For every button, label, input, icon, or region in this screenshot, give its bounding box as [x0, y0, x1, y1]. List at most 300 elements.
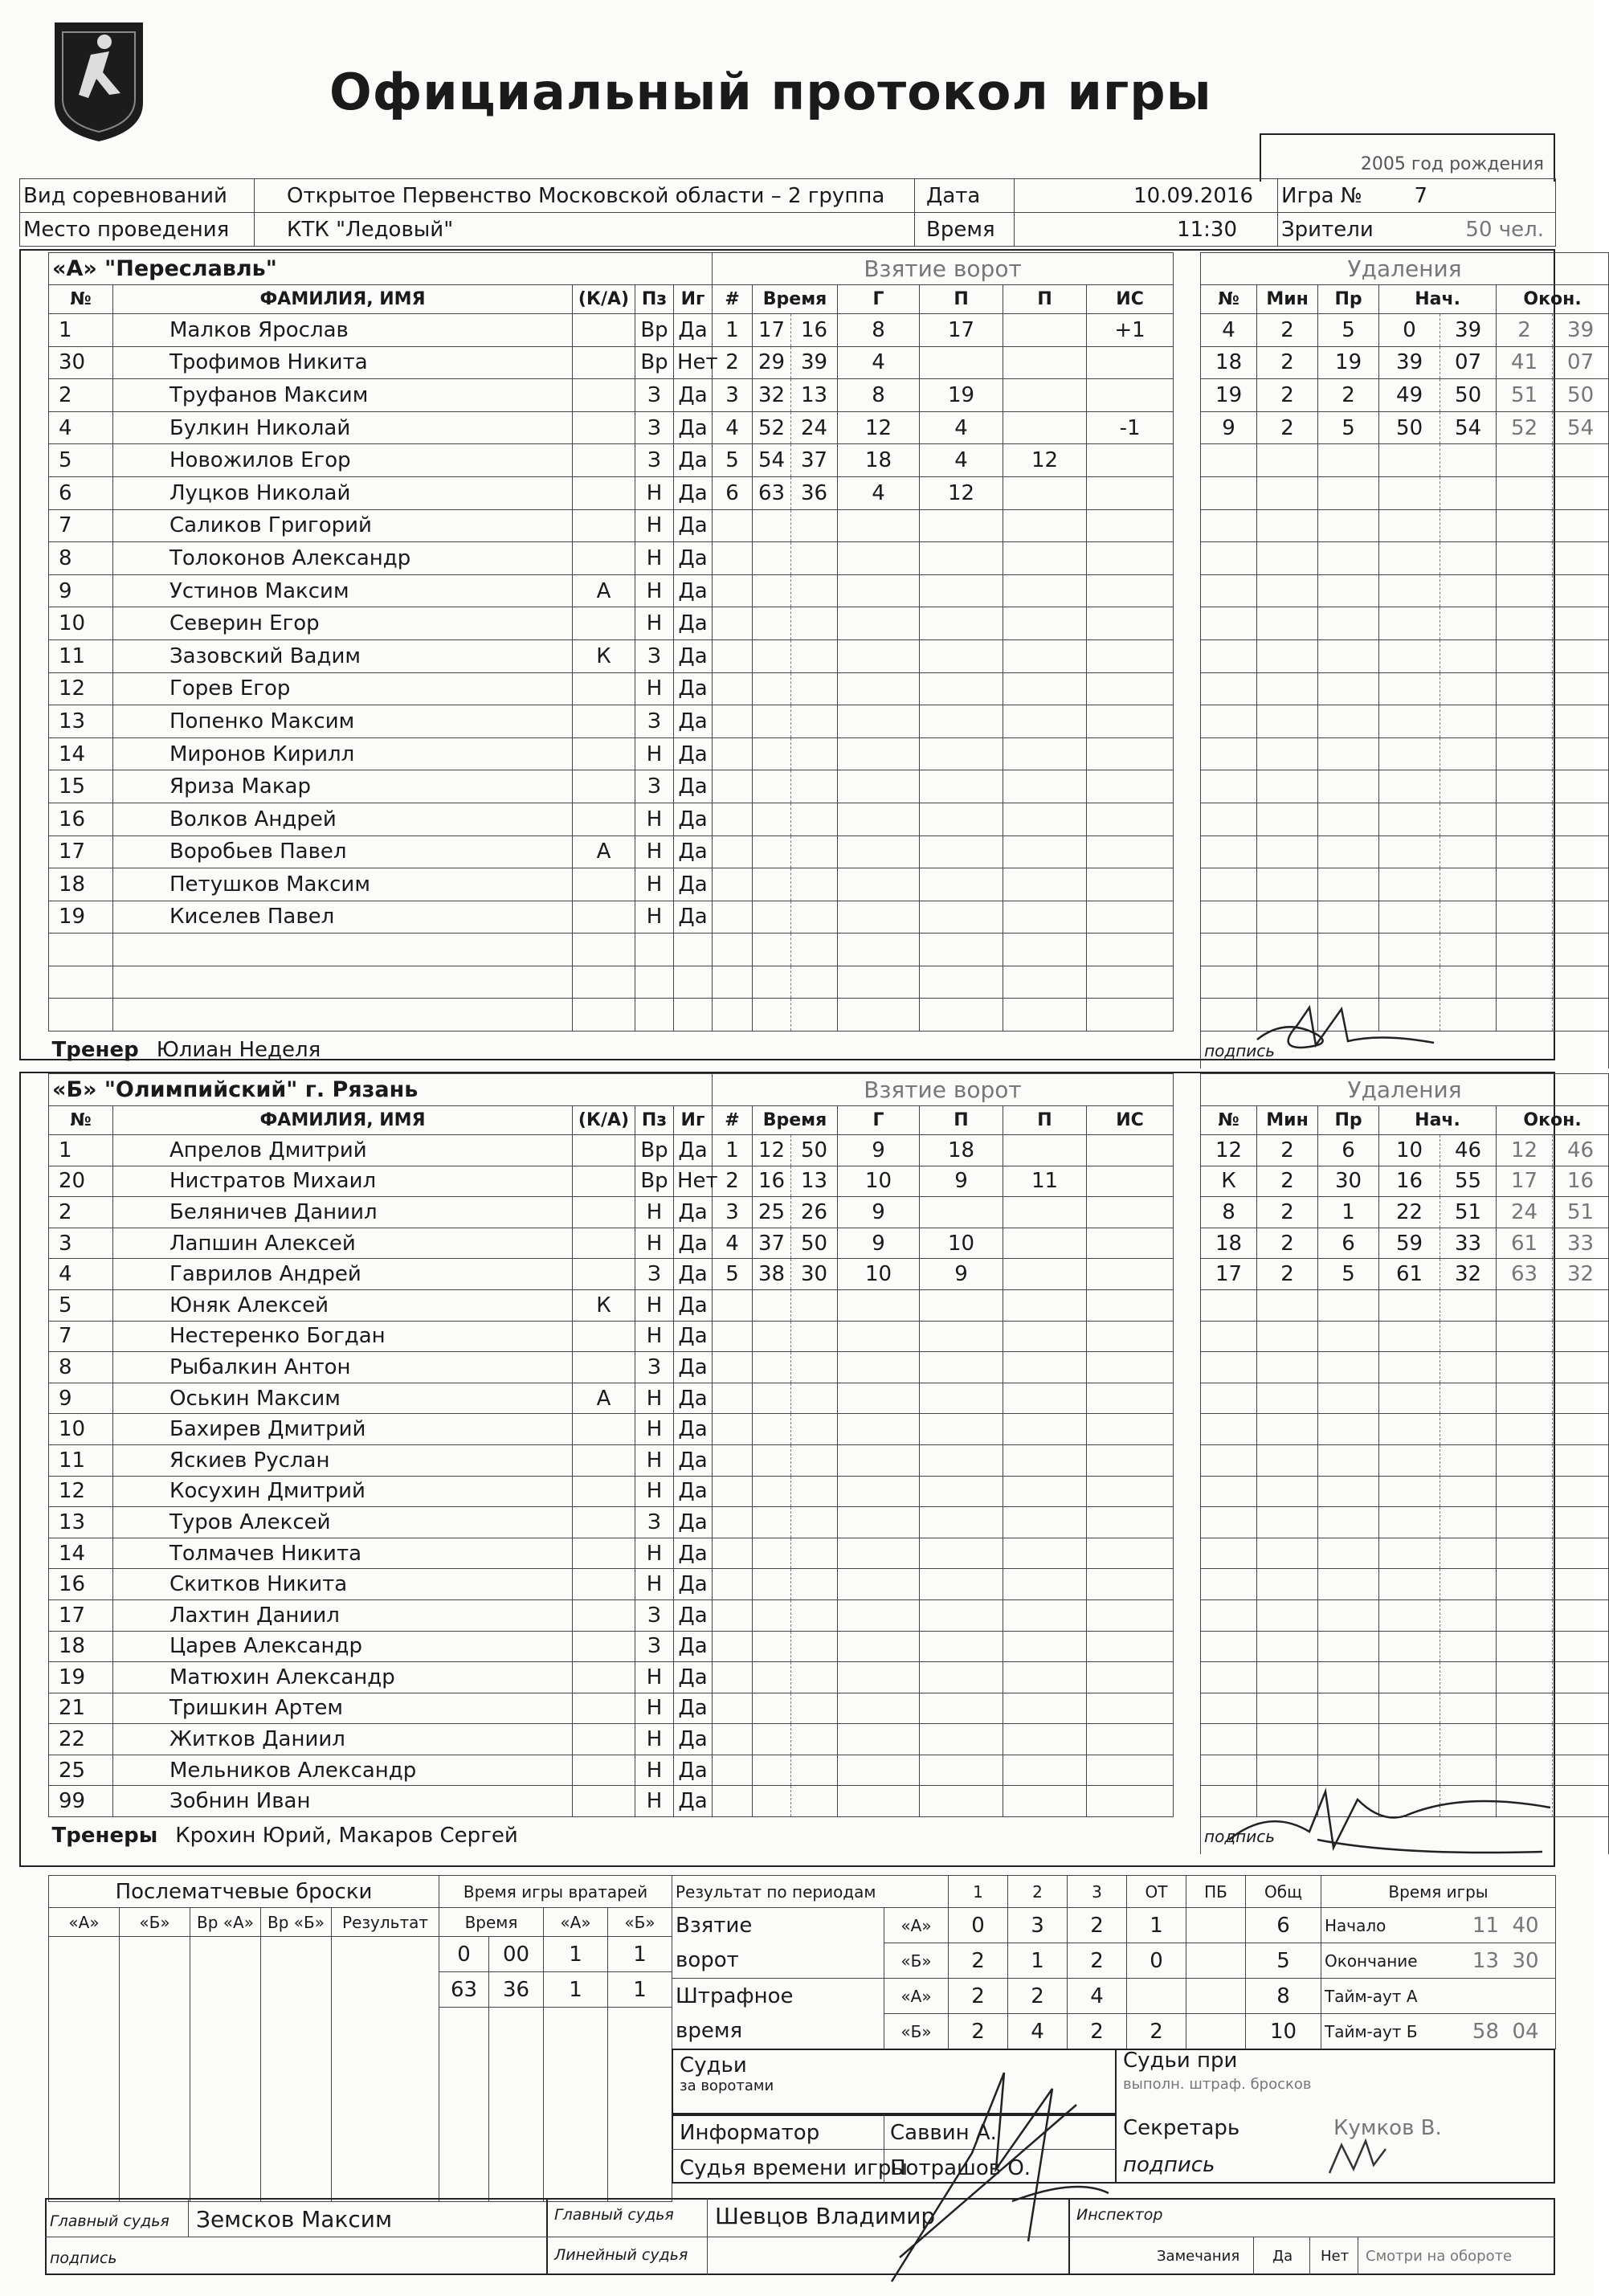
- goal-strength: [1087, 607, 1174, 640]
- penalty-start-sec: 55: [1440, 1166, 1497, 1197]
- col-goal-time: Время: [753, 1106, 838, 1135]
- penalty-reason: [1318, 1538, 1379, 1569]
- player-role: [573, 1755, 635, 1786]
- goal-number: 1: [713, 314, 753, 347]
- penalty-minutes: 2: [1257, 346, 1318, 379]
- player-position: Н: [635, 1538, 674, 1569]
- game-start-label: Начало: [1321, 1908, 1456, 1943]
- date-label: Дата: [915, 179, 1015, 213]
- goal-assist-2: [1003, 1197, 1087, 1228]
- goal-second: [791, 1693, 838, 1724]
- player-name: Толоконов Александр: [113, 542, 573, 575]
- shootout-col-b: «Б»: [120, 1908, 190, 1937]
- coach-label: Тренер: [51, 1037, 139, 1062]
- goal-scorer: [838, 1414, 920, 1445]
- penalty-reason: [1318, 1724, 1379, 1755]
- goal-assist-1: [920, 574, 1003, 607]
- penalty-reason: 1: [1318, 1197, 1379, 1228]
- player-role: А: [573, 1383, 635, 1414]
- penalty-reason: [1318, 770, 1379, 803]
- goals-title: Взятие ворот: [713, 1074, 1174, 1106]
- goal-number: [713, 542, 753, 575]
- player-role: [573, 868, 635, 901]
- goal-assist-1: [920, 803, 1003, 835]
- player-role: [573, 346, 635, 379]
- goal-assist-1: [920, 705, 1003, 738]
- goal-minute: [753, 901, 791, 934]
- player-number: 17: [49, 1599, 113, 1631]
- player-name: Тришкин Артем: [113, 1693, 573, 1724]
- goal-assist-1: [920, 1289, 1003, 1321]
- col-pen-min: Мин: [1257, 1106, 1318, 1135]
- goal-assist-2: [1003, 868, 1087, 901]
- player-number: 8: [49, 542, 113, 575]
- penalty-reason: [1318, 868, 1379, 901]
- player-played: Да: [674, 1538, 713, 1569]
- period-score-total: 5: [1246, 1943, 1321, 1979]
- penalty-end-min: [1497, 737, 1553, 770]
- player-role: [573, 1693, 635, 1724]
- player-name: Попенко Максим: [113, 705, 573, 738]
- penalty-start-sec: [1440, 607, 1497, 640]
- penalty-start-sec: [1440, 1321, 1497, 1352]
- goal-strength: [1087, 1662, 1174, 1693]
- player-played: Да: [674, 476, 713, 509]
- goal-scorer: 18: [838, 444, 920, 477]
- player-number: 18: [49, 868, 113, 901]
- shootout-col-goalie-a: Вр «А»: [190, 1908, 261, 1937]
- goal-assist-2: [1003, 1755, 1087, 1786]
- period-score: [1186, 1943, 1246, 1979]
- penalty-start-sec: [1440, 542, 1497, 575]
- main-ref-label-1: Главный судья: [50, 2212, 169, 2230]
- competition-label: Вид соревнований: [20, 179, 255, 213]
- table-row: [49, 934, 1609, 966]
- player-played: Да: [674, 1693, 713, 1724]
- player-number: 15: [49, 770, 113, 803]
- table-row: [49, 1693, 1609, 1724]
- goal-strength: [1087, 1476, 1174, 1507]
- col-pos: Пз: [635, 1106, 674, 1135]
- player-position: Н: [635, 1444, 674, 1476]
- goal-number: [713, 1724, 753, 1755]
- penalty-minutes: [1257, 1507, 1318, 1538]
- goal-second: [791, 1631, 838, 1662]
- goal-assist-1: [920, 346, 1003, 379]
- col-goal-time: Время: [753, 285, 838, 314]
- player-name: Лахтин Даниил: [113, 1599, 573, 1631]
- penalty-end-min: [1497, 901, 1553, 934]
- penalty-minutes: [1257, 1569, 1318, 1600]
- table-row: [49, 639, 1609, 672]
- period-col-shootout: ПБ: [1186, 1876, 1246, 1908]
- player-position: Н: [635, 1569, 674, 1600]
- player-position: Н: [635, 1724, 674, 1755]
- player-name: Апрелов Дмитрий: [113, 1135, 573, 1166]
- penalty-reason: [1318, 966, 1379, 999]
- goal-scorer: [838, 574, 920, 607]
- player-name: Булкин Николай: [113, 411, 573, 444]
- player-position: Н: [635, 737, 674, 770]
- player-name: [113, 934, 573, 966]
- main-ref-name-2: Шевцов Владимир: [715, 2203, 936, 2229]
- goal-scorer: [838, 1724, 920, 1755]
- player-played: Да: [674, 1755, 713, 1786]
- penalty-reason: [1318, 1507, 1379, 1538]
- penalty-minutes: [1257, 737, 1318, 770]
- table-row: [49, 1228, 1609, 1259]
- penalty-start-min: [1379, 1724, 1440, 1755]
- penalty-minutes: 2: [1257, 411, 1318, 444]
- periods-table: [672, 1875, 1321, 2049]
- player-role: [573, 1476, 635, 1507]
- goal-number: [713, 1662, 753, 1693]
- goal-assist-1: [920, 1693, 1003, 1724]
- goal-scorer: [838, 1786, 920, 1817]
- penalty-end-min: 41: [1497, 346, 1553, 379]
- penalty-minutes: 2: [1257, 1228, 1318, 1259]
- goal-number: [713, 835, 753, 868]
- goal-second: 36: [791, 476, 838, 509]
- main-ref-label-2: Главный судья: [554, 2206, 674, 2224]
- penalty-end-min: [1497, 770, 1553, 803]
- penalty-end-min: [1497, 672, 1553, 705]
- goalie-time-b: 1: [608, 1937, 672, 1972]
- penalty-minutes: [1257, 1444, 1318, 1476]
- main-ref-sign-label: подпись: [50, 2249, 117, 2267]
- shootout-judges-label-2: выполн. штраф. бросков: [1123, 2076, 1312, 2093]
- period-pim: 2: [1068, 2014, 1127, 2049]
- goal-number: [713, 509, 753, 542]
- goal-scorer: [838, 737, 920, 770]
- penalty-minutes: [1257, 1289, 1318, 1321]
- penalty-start-sec: [1440, 1538, 1497, 1569]
- penalty-start-sec: 33: [1440, 1228, 1497, 1259]
- player-name: Рыбалкин Антон: [113, 1352, 573, 1383]
- player-position: З: [635, 444, 674, 477]
- player-name: Яскиев Руслан: [113, 1444, 573, 1476]
- goal-assist-2: [1003, 1476, 1087, 1507]
- player-name: Зобнин Иван: [113, 1786, 573, 1817]
- penalty-end-min: [1497, 639, 1553, 672]
- goal-minute: 29: [753, 346, 791, 379]
- goal-minute: [753, 1538, 791, 1569]
- player-played: Да: [674, 444, 713, 477]
- goal-strength: [1087, 999, 1174, 1032]
- penalty-reason: 6: [1318, 1135, 1379, 1166]
- player-name: Воробьев Павел: [113, 835, 573, 868]
- player-name: Скитков Никита: [113, 1569, 573, 1600]
- goal-minute: [753, 966, 791, 999]
- player-name: Юняк Алексей: [113, 1289, 573, 1321]
- table-row: [49, 476, 1609, 509]
- penalty-player: [1201, 1693, 1257, 1724]
- player-played: Да: [674, 1631, 713, 1662]
- goal-strength: [1087, 1197, 1174, 1228]
- col-pen-pr: Пр: [1318, 1106, 1379, 1135]
- penalty-minutes: [1257, 705, 1318, 738]
- penalty-start-sec: [1440, 999, 1497, 1032]
- penalty-start-min: [1379, 1662, 1440, 1693]
- remarks-see-back: Смотри на обороте: [1366, 2248, 1513, 2265]
- goal-scorer: [838, 1755, 920, 1786]
- col-goal-g: Г: [838, 285, 920, 314]
- player-position: З: [635, 1599, 674, 1631]
- table-row: [49, 1507, 1609, 1538]
- player-name: Матюхин Александр: [113, 1662, 573, 1693]
- goal-assist-1: [920, 1321, 1003, 1352]
- penalty-minutes: [1257, 607, 1318, 640]
- goal-minute: 38: [753, 1259, 791, 1290]
- table-row: [49, 1197, 1609, 1228]
- period-col-3: 3: [1068, 1876, 1127, 1908]
- referee-signature: [868, 2057, 1173, 2290]
- goal-assist-1: [920, 1444, 1003, 1476]
- player-number: [49, 999, 113, 1032]
- penalty-player: 18: [1201, 1228, 1257, 1259]
- penalty-start-min: 16: [1379, 1166, 1440, 1197]
- goal-assist-1: [920, 1755, 1003, 1786]
- player-number: 13: [49, 705, 113, 738]
- coach-label: Тренеры: [51, 1823, 158, 1848]
- player-played: Да: [674, 411, 713, 444]
- player-position: Н: [635, 1662, 674, 1693]
- goal-assist-2: [1003, 1599, 1087, 1631]
- goal-scorer: 8: [838, 379, 920, 412]
- goal-second: 50: [791, 1135, 838, 1166]
- player-number: 8: [49, 1352, 113, 1383]
- penalty-end-min: [1497, 1569, 1553, 1600]
- coach-b-signature: [1221, 1775, 1558, 1864]
- player-name: Гаврилов Андрей: [113, 1259, 573, 1290]
- penalty-player: [1201, 1352, 1257, 1383]
- player-played: Да: [674, 1786, 713, 1817]
- col-goal-p2: П: [1003, 285, 1087, 314]
- penalty-reason: [1318, 542, 1379, 575]
- player-number: 4: [49, 1259, 113, 1290]
- player-name: Горев Егор: [113, 672, 573, 705]
- shootout-col-goalie-b: Вр «Б»: [261, 1908, 332, 1937]
- penalty-end-sec: [1553, 607, 1609, 640]
- table-row: [49, 1383, 1609, 1414]
- goal-assist-1: [920, 1507, 1003, 1538]
- player-position: Н: [635, 868, 674, 901]
- penalty-end-sec: [1553, 835, 1609, 868]
- col-pen-no: №: [1201, 285, 1257, 314]
- penalty-player: [1201, 639, 1257, 672]
- goal-scorer: [838, 705, 920, 738]
- player-position: Вр: [635, 1166, 674, 1197]
- penalty-end-min: [1497, 803, 1553, 835]
- table-row: [49, 1289, 1609, 1321]
- penalty-reason: [1318, 1383, 1379, 1414]
- player-played: Да: [674, 1228, 713, 1259]
- goal-strength: [1087, 770, 1174, 803]
- penalty-minutes: [1257, 1538, 1318, 1569]
- goals-label: Взятие: [672, 1908, 884, 1943]
- penalty-end-sec: [1553, 509, 1609, 542]
- goalie-time-col-a: «А»: [544, 1908, 608, 1937]
- goalie-time-min: 63: [439, 1972, 489, 2008]
- goal-minute: [753, 1507, 791, 1538]
- penalty-player: [1201, 901, 1257, 934]
- pim-label: время: [672, 2014, 884, 2049]
- col-goal-g: Г: [838, 1106, 920, 1135]
- goal-strength: [1087, 1786, 1174, 1817]
- penalty-start-min: [1379, 1693, 1440, 1724]
- goal-second: [791, 999, 838, 1032]
- penalty-end-min: [1497, 1724, 1553, 1755]
- player-position: Н: [635, 1289, 674, 1321]
- goal-strength: [1087, 934, 1174, 966]
- penalty-end-min: [1497, 1631, 1553, 1662]
- goal-minute: [753, 1352, 791, 1383]
- coach-cell: [49, 1032, 713, 1068]
- player-number: 7: [49, 1321, 113, 1352]
- penalty-end-sec: [1553, 1786, 1609, 1817]
- penalty-start-sec: 46: [1440, 1135, 1497, 1166]
- goal-assist-1: [920, 770, 1003, 803]
- col-goal-p1: П: [920, 1106, 1003, 1135]
- goal-second: [791, 1569, 838, 1600]
- penalty-player: [1201, 542, 1257, 575]
- penalty-end-min: [1497, 868, 1553, 901]
- goal-minute: [753, 639, 791, 672]
- goal-scorer: [838, 835, 920, 868]
- penalty-end-sec: 50: [1553, 379, 1609, 412]
- player-role: [573, 737, 635, 770]
- goal-second: [791, 1383, 838, 1414]
- penalty-minutes: [1257, 1383, 1318, 1414]
- penalty-end-min: [1497, 1599, 1553, 1631]
- goal-strength: [1087, 1538, 1174, 1569]
- penalty-end-min: [1497, 1476, 1553, 1507]
- penalty-minutes: 2: [1257, 314, 1318, 347]
- table-row: [49, 1662, 1609, 1693]
- goal-strength: [1087, 1135, 1174, 1166]
- shootout-judges-label: Судьи при: [1123, 2049, 1238, 2073]
- penalty-end-min: [1497, 934, 1553, 966]
- penalty-player: [1201, 999, 1257, 1032]
- goal-assist-1: [920, 1662, 1003, 1693]
- goal-number: 5: [713, 1259, 753, 1290]
- penalty-end-min: [1497, 1289, 1553, 1321]
- goal-number: 3: [713, 379, 753, 412]
- goal-minute: 25: [753, 1197, 791, 1228]
- player-position: З: [635, 1507, 674, 1538]
- goal-assist-2: [1003, 705, 1087, 738]
- player-number: 19: [49, 1662, 113, 1693]
- team-b-table: [48, 1073, 1609, 1854]
- table-row: [49, 1321, 1609, 1352]
- penalty-player: [1201, 444, 1257, 477]
- penalty-start-sec: [1440, 966, 1497, 999]
- penalty-start-min: [1379, 1414, 1440, 1445]
- penalty-end-min: [1497, 1538, 1553, 1569]
- coach-cell: [49, 1817, 713, 1854]
- player-role: [573, 1507, 635, 1538]
- penalty-end-sec: [1553, 966, 1609, 999]
- goal-assist-1: 4: [920, 411, 1003, 444]
- goal-number: [713, 999, 753, 1032]
- game-time-title: Время игры: [1321, 1876, 1556, 1908]
- goal-strength: [1087, 1228, 1174, 1259]
- penalty-start-min: [1379, 770, 1440, 803]
- goal-second: [791, 1786, 838, 1817]
- player-role: [573, 411, 635, 444]
- player-number: 4: [49, 411, 113, 444]
- goal-strength: [1087, 509, 1174, 542]
- goal-scorer: [838, 1476, 920, 1507]
- player-role: [573, 1321, 635, 1352]
- period-score: 2: [949, 1943, 1008, 1979]
- col-name: ФАМИЛИЯ, ИМЯ: [113, 285, 573, 314]
- penalty-start-min: [1379, 966, 1440, 999]
- period-pim: 2: [949, 2014, 1008, 2049]
- penalty-start-sec: 39: [1440, 314, 1497, 347]
- goal-strength: [1087, 1693, 1174, 1724]
- player-number: 7: [49, 509, 113, 542]
- penalties-title: Удаления: [1201, 253, 1609, 285]
- goal-strength: [1087, 868, 1174, 901]
- goal-number: 5: [713, 444, 753, 477]
- col-ka: (К/А): [573, 285, 635, 314]
- goal-assist-2: [1003, 411, 1087, 444]
- penalty-reason: [1318, 574, 1379, 607]
- penalty-start-min: [1379, 672, 1440, 705]
- goal-number: [713, 639, 753, 672]
- penalty-end-min: 63: [1497, 1259, 1553, 1290]
- period-col-1: 1: [949, 1876, 1008, 1908]
- penalty-start-min: [1379, 868, 1440, 901]
- penalty-end-sec: [1553, 574, 1609, 607]
- player-position: Н: [635, 1476, 674, 1507]
- goal-second: 13: [791, 379, 838, 412]
- penalty-minutes: [1257, 1599, 1318, 1631]
- league-logo: [47, 14, 151, 143]
- goalie-time-min: 0: [439, 1937, 489, 1972]
- goal-strength: +1: [1087, 314, 1174, 347]
- player-number: 5: [49, 1289, 113, 1321]
- player-position: Н: [635, 835, 674, 868]
- penalty-reason: [1318, 803, 1379, 835]
- period-col-total: Общ: [1246, 1876, 1321, 1908]
- player-number: 9: [49, 1383, 113, 1414]
- period-pim: 4: [1068, 1979, 1127, 2014]
- player-played: Да: [674, 1507, 713, 1538]
- player-played: Да: [674, 835, 713, 868]
- goal-assist-2: [1003, 966, 1087, 999]
- player-played: Нет: [674, 1166, 713, 1197]
- table-row: [49, 835, 1609, 868]
- goal-assist-2: [1003, 672, 1087, 705]
- player-role: [573, 901, 635, 934]
- player-name: Северин Егор: [113, 607, 573, 640]
- period-pim: [1186, 1979, 1246, 2014]
- penalty-minutes: [1257, 966, 1318, 999]
- goal-second: [791, 737, 838, 770]
- table-row: [49, 737, 1609, 770]
- penalty-start-sec: [1440, 1444, 1497, 1476]
- penalty-end-min: 61: [1497, 1228, 1553, 1259]
- penalty-start-sec: 07: [1440, 346, 1497, 379]
- goal-assist-2: [1003, 607, 1087, 640]
- penalty-end-sec: [1553, 737, 1609, 770]
- player-role: [573, 1166, 635, 1197]
- penalty-minutes: 2: [1257, 1166, 1318, 1197]
- col-pen-start: Нач.: [1379, 285, 1497, 314]
- shootout-table: [48, 1875, 439, 2202]
